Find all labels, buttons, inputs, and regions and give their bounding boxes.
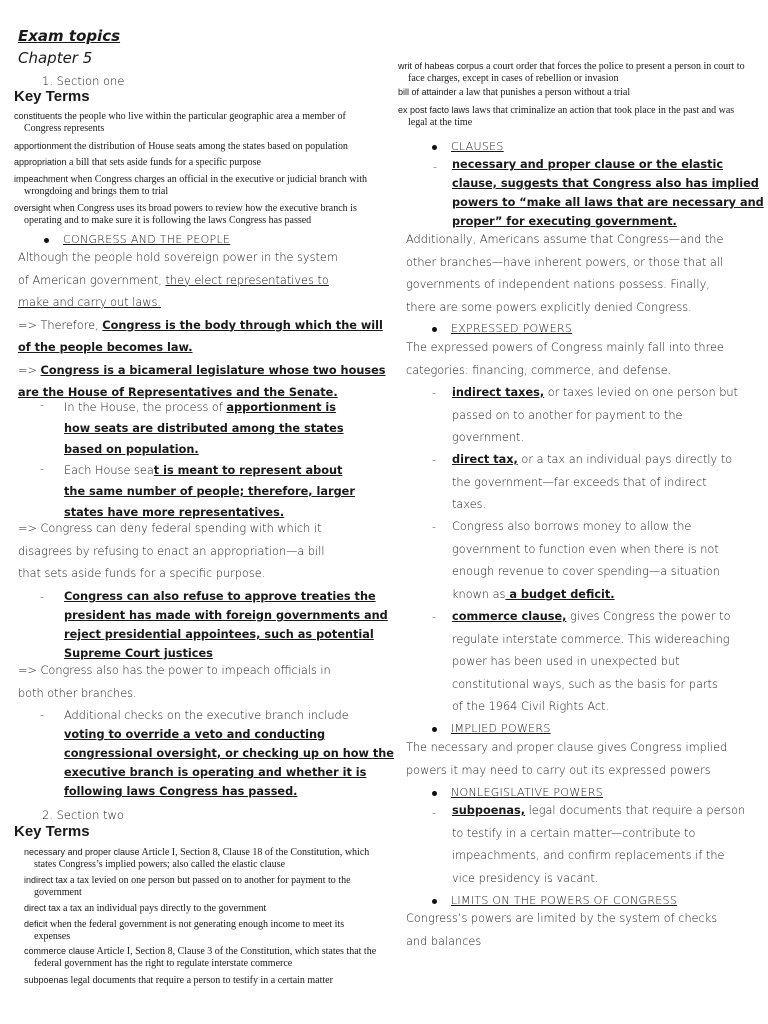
note-appropriation: => Congress can deny federal spending with which it disagrees by refusing to enact an appropriation—a bill that sets aside funds for a specific purpose. <box>18 522 325 580</box>
term-appropriation: appropriation a bill that sets aside funds for a specific purpose <box>14 157 261 168</box>
term-indirect-tax: indirect tax a tax levied on one person but passed on to another for payment to the government <box>24 875 351 898</box>
term-deficit: deficit when the federal government is not generating enough income to meet its expenses <box>24 919 345 942</box>
dash-icon: - <box>432 520 436 533</box>
note-apportionment: In the House, the process of apportionment is how seats are distributed among the states based on population. <box>64 401 344 456</box>
term-bill-of-attainder: bill of attainder a law that punishes a person without a trial <box>398 87 631 98</box>
heading-nonlegislative-powers: NONLEGISLATIVE POWERS <box>432 786 603 799</box>
heading-congress-and-the-people: CONGRESS AND THE PEOPLE <box>44 233 230 246</box>
note-congress-people: Although the people hold sovereign power in the system of American government, they elect representatives to make and carry out laws. => Therefore, Congress is the body through which the will of the people becomes law. => Congress is a bicameral legislature whose two houses are the House of Representatives and the Senate. <box>18 251 386 399</box>
dash-icon: - <box>40 708 44 721</box>
key-terms-heading: Key Terms <box>14 88 90 105</box>
note-direct-tax: direct tax, or a tax an individual pays directly to the government—far exceeds that of indirect taxes. <box>452 453 733 511</box>
dash-icon: - <box>432 806 436 819</box>
exam-topics-title: Exam topics <box>18 27 121 45</box>
term-apportionment: apportionment the distribution of House seats among the states based on population <box>14 141 348 152</box>
dash-icon: - <box>40 398 44 411</box>
bullet-icon <box>432 899 437 904</box>
note-elastic-clause: necessary and proper clause or the elastic clause, suggests that Congress also has implied powers to “make all laws that are necessary and proper” for executing government. <box>452 158 764 228</box>
note-limits: Congress’s powers are limited by the system of checks and balances <box>406 912 718 948</box>
section-one-label: 1. Section one <box>42 74 125 88</box>
note-expressed-powers: The expressed powers of Congress mainly fall into three categories: financing, commerce, and defense. <box>406 341 724 377</box>
term-impeachment: impeachment when Congress charges an official in the executive or judicial branch with wrongdoing and brings them to trial <box>14 174 368 197</box>
term-oversight: oversight when Congress uses its broad powers to review how the executive branch is operating and to make sure it is following the laws Congress has passed <box>14 203 357 226</box>
key-terms-heading-2: Key Terms <box>14 823 90 840</box>
heading-clauses: CLAUSES <box>432 140 504 153</box>
note-subpoenas: subpoenas, legal documents that require a person to testify in a certain matter—contribute to impeachments, and confirm replacements if the vice presidency is vacant. <box>452 804 746 885</box>
bullet-icon <box>432 791 437 796</box>
heading-implied-powers: IMPLIED POWERS <box>432 722 551 735</box>
note-treaties: Congress can also refuse to approve treaties the president has made with foreign governments and reject presidential appointees, such as potential Supreme Court justices <box>64 590 388 660</box>
bullet-icon <box>44 238 49 243</box>
note-commerce-clause: commerce clause, gives Congress the power to regulate interstate commerce. This widereaching power has been used in unexpected but constitutional ways, such as the basis for parts of the 1964 Civil Rights Act. <box>452 610 731 713</box>
note-indirect-taxes: indirect taxes, or taxes levied on one person but passed on to another for payment to the government. <box>452 386 738 444</box>
note-impeach: => Congress also has the power to impeach officials in both other branches. <box>18 664 331 700</box>
note-house-seat: Each House seat is meant to represent about the same number of people; therefore, larger states have more representatives. <box>64 464 355 519</box>
term-direct-tax: direct tax a tax an individual pays directly to the government <box>24 903 267 914</box>
bullet-icon <box>432 145 437 150</box>
term-writ-of-habeas-corpus: writ of habeas corpus a court order that forces the police to present a person in court to face charges, except in cases of rebellion or invasion <box>398 61 745 84</box>
bullet-icon <box>432 327 437 332</box>
note-inherent-powers: Additionally, Americans assume that Congress—and the other branches—have inherent powers, or those that all governments of independent nations possess. Finally, there are some powers explicitly denied Congress. <box>406 233 724 314</box>
term-subpoenas: subpoenas legal documents that require a person to testify in a certain matter <box>24 975 333 986</box>
section-two-label: 2. Section two <box>42 808 124 822</box>
dash-icon: - <box>432 610 436 623</box>
term-necessary-and-proper-clause: necessary and proper clause Article I, Section 8, Clause 18 of the Constitution, which states Congress’s implied powers; also called the elastic clause <box>24 847 370 870</box>
dash-icon: - <box>40 590 44 603</box>
term-constituents: constituents the people who live within the particular geographic area a member of Congress represents <box>14 111 346 134</box>
bullet-icon <box>432 727 437 732</box>
dash-icon: - <box>433 160 437 173</box>
note-implied-powers: The necessary and proper clause gives Congress implied powers it may need to carry out its expressed powers <box>406 741 728 777</box>
heading-expressed-powers: EXPRESSED POWERS <box>432 322 572 335</box>
dash-icon: - <box>40 462 44 475</box>
term-ex-post-facto-laws: ex post facto laws laws that criminalize an action that took place in the past and was legal at the time <box>398 105 735 128</box>
dash-icon: - <box>432 386 436 399</box>
heading-limits-on-powers: LIMITS ON THE POWERS OF CONGRESS <box>432 894 677 907</box>
note-checks: Additional checks on the executive branch include voting to override a veto and conducting congressional oversight, or checking up on how the executive branch is operating and whether it is following laws Congress has passed. <box>64 709 394 798</box>
dash-icon: - <box>432 453 436 466</box>
note-borrowing: Congress also borrows money to allow the government to function even when there is not enough revenue to cover spending—a situation known as a budget deficit. <box>452 520 720 601</box>
term-commerce-clause: commerce clause Article I, Section 8, Clause 3 of the Constitution, which states that the federal government has the right to regulate interstate commerce <box>24 946 377 969</box>
chapter-title: Chapter 5 <box>18 49 93 67</box>
